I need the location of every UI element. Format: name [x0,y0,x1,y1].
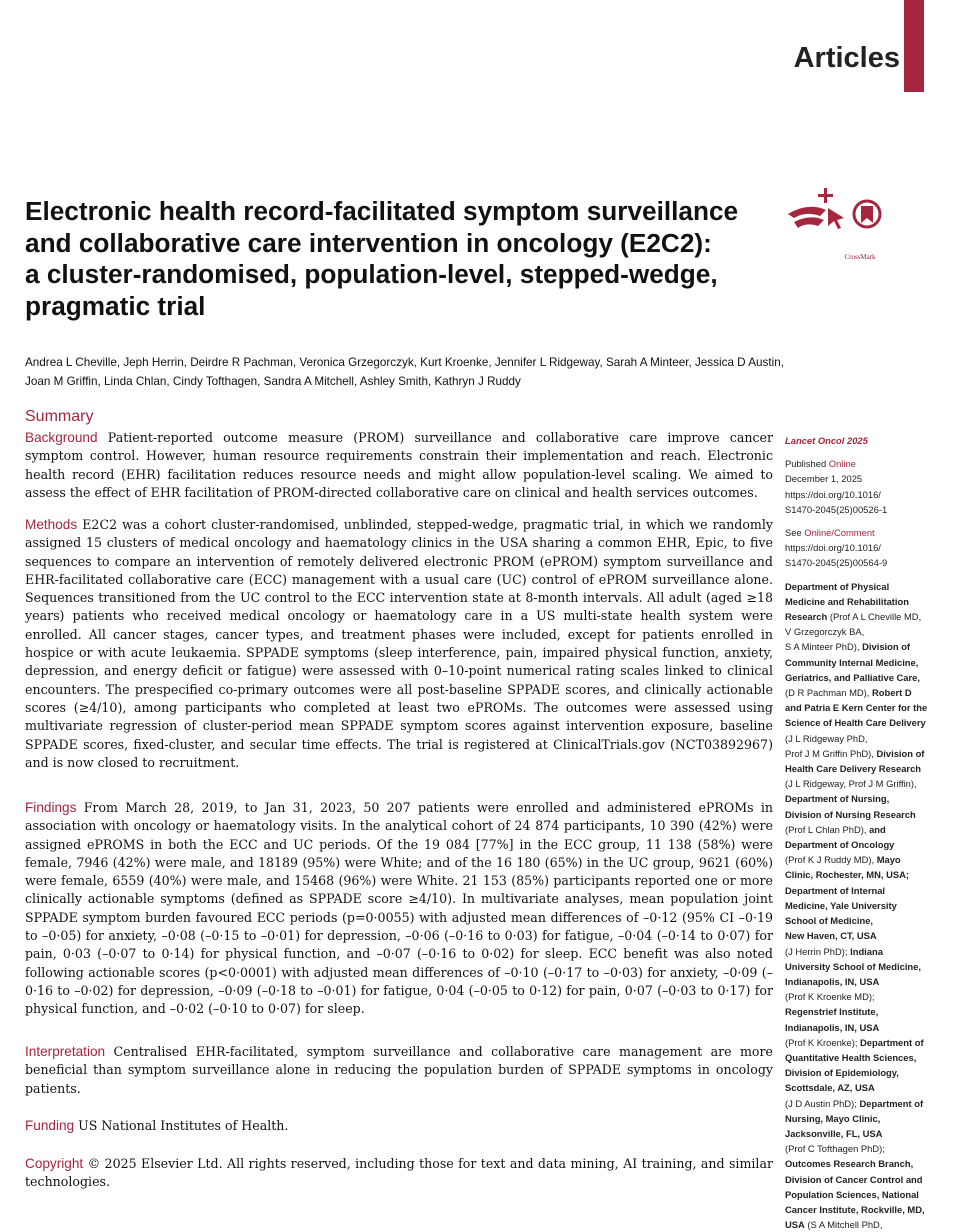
affiliation-line: Community Internal Medicine, [785,656,919,668]
affiliation-line: (Prof L Chlan PhD), and [785,823,886,835]
abstract-findings [25,799,773,1019]
affiliation-line: School of Medicine, [785,915,874,927]
affiliation-line: (Prof K Kroenke); Department of [785,1036,924,1048]
affiliation-line: Indianapolis, IN, USA [785,1021,880,1033]
affiliation-line: Geriatrics, and Palliative Care, [785,671,920,683]
affiliation-line: Nursing, Mayo Clinic, [785,1112,881,1124]
comment-doi-link[interactable]: S1470-2045(25)00564-9 [785,557,888,569]
affiliation-line: Medicine, Yale University [785,899,897,911]
affiliation-line: Indianapolis, IN, USA [785,975,880,987]
published-label: Published [785,458,827,470]
affiliation-line: Medicine and Rehabilitation [785,595,909,607]
title-line: pragmatic trial [25,290,206,321]
section-label: Articles [793,42,900,74]
abstract-copyright [25,1155,773,1192]
affiliation-line: Regenstrief Institute, [785,1006,879,1018]
see-label: See [785,527,802,539]
affiliation-line: (J Herrin PhD); Indiana [785,945,883,957]
publication-date: December 1, 2025 [785,473,863,485]
affiliation-line: Health Care Delivery Research [785,763,922,775]
background-text: Patient-reported outcome measure (PROM) surveillance and collaborative care improve cancer symptom control. However, human resource requirements constrain their implementation and reach. Electronic health record (EHR) facilitation reduces resource needs and might allow population-level scaling. We aimed to assess the effect of EHR facilitation of PROM-directed collaborative care on clinical and health services outcomes. [25,430,773,500]
affiliation-line: (Prof K Kroenke MD); [785,991,875,1003]
findings-label: Findings [25,800,77,815]
affiliation-line: Science of Health Care Delivery [785,717,926,729]
affiliation-line: Division of Nursing Research [785,808,916,820]
article-title [25,196,765,322]
affiliation-line: (D R Pachman MD), Robert D [785,687,912,699]
affiliation-line: (Prof K J Ruddy MD), Mayo [785,854,901,866]
background-label: Background [25,430,98,445]
affiliation-line: S A Minteer PhD), Division of [785,641,911,653]
author-list [25,353,784,391]
affiliation-line: (J D Austin PhD); Department of [785,1097,924,1109]
affiliation-line: Quantitative Health Sciences, [785,1051,917,1063]
interpretation-text: Centralised EHR-facilitated, symptom surveillance and collaborative care management are more beneficial than symptom surveillance alone in reducing the population burden of SPPADE symptoms in oncology patients. [25,1044,773,1096]
abstract-funding [25,1117,773,1135]
methods-label: Methods [25,517,78,532]
affiliation-line: (J L Ridgeway, Prof J M Griffin), [785,778,917,790]
comment-doi-link[interactable]: https://doi.org/10.1016/ [785,542,881,554]
online-link[interactable]: Online [828,458,856,470]
affiliation-line: Prof J M Griffin PhD), Division of [785,747,925,759]
affiliation-line: Division of Cancer Control and [785,1173,923,1185]
summary-heading: Summary [25,408,94,425]
sidebar-metadata [785,433,953,1232]
affiliation-line: Department of Nursing, [785,793,890,805]
doi-link[interactable]: S1470-2045(25)00526-1 [785,503,888,515]
affiliation-line: Division of Epidemiology, [785,1067,899,1079]
doi-link[interactable]: https://doi.org/10.1016/ [785,488,881,500]
section-color-bar [904,0,924,92]
affiliation-line: Department of Oncology [785,839,895,851]
affiliation-line: V Grzegorczyk BA, [785,626,865,638]
affiliation-line: Cancer Institute, Rockville, MD, [785,1203,925,1215]
methods-text: E2C2 was a cohort cluster-randomised, unblinded, stepped-wedge, pragmatic trial, in which we randomly assigned 15 clusters of medical oncology and haematology clinics in the USA sharing a common EHR, Epic, to five sequences to compare an intervention of remotely delivered electronic PROM (ePROM) symptom surveillance and EHR-facilitated collaborative care (ECC) management with a usual care (UC) control of ePROM surveillance alone. Sequences transitioned from the UC control to the ECC intervention state at 8-month intervals. All adult (aged ≥18 years) patients who received medical oncology or haematology care in a US multi-state health system were enrolled. All cancer stages, cancer types, and treatment phases were included, except for patients enrolled in hospice or with acute leukaemia. SPPADE symptoms (sleep interference, pain, impaired physical function, anxiety, depression, and energy deficit or fatigue) were assessed with 0–10-point numerical rating scales linked to clinical encounters. The prespecified co-primary outcomes were all post-baseline SPPADE scores, and clinically actionable scores (≥4/10), among participants who completed at least two ePROMs. The outcomes were assessed using multivariate regression of cluster-period mean SPPADE symptom scores against intervention exposure, baseline SPPADE scores, fixed-cluster, and secular time effects. The trial is registered at ClinicalTrials.gov (NCT03892967) and is now closed to recruitment. [25,517,773,770]
copyright-text: © 2025 Elsevier Ltd. All rights reserved, including those for text and data mining, AI training, and similar technologies. [25,1156,773,1190]
affiliation-line: (J L Ridgeway PhD, [785,732,868,744]
abstract-background [25,429,773,502]
journal-citation: Lancet Oncol 2025 [785,435,868,446]
crossmark-icon[interactable] [786,184,886,254]
published-line [785,456,953,471]
affiliation-line: Scottsdale, AZ, USA [785,1082,875,1094]
see-comment-line [785,525,953,540]
abstract-methods [25,516,773,772]
affiliation-line: Department of Internal [785,884,886,896]
copyright-label: Copyright [25,1156,84,1171]
author-line: Joan M Griffin, Linda Chlan, Cindy Tofthagen, Sandra A Mitchell, Ashley Smith, Kathryn J Ruddy [25,375,521,388]
funding-label: Funding [25,1118,75,1133]
crossmark-label: CrossMark [844,253,876,261]
abstract-interpretation [25,1043,773,1098]
affiliation-line: and Patria E Kern Center for the [785,702,928,714]
affiliation-line: Research (Prof A L Cheville MD, [785,611,922,623]
affiliation-line: Outcomes Research Branch, [785,1158,914,1170]
affiliation-line: Clinic, Rochester, MN, USA; [785,869,909,881]
affiliation-line: Department of Physical [785,580,890,592]
affiliation-line: University School of Medicine, [785,960,921,972]
findings-text: From March 28, 2019, to Jan 31, 2023, 50 207 patients were enrolled and administered ePROMs in association with oncology or haematology visits. In the analytical cohort of 24 874 participants, 10 390 (42%) were assigned ePROMS in both the ECC and UC periods. Of the 19 084 [77%] in the ECC group, 11 138 (58%) were female, 7946 (42%) were male, and 18189 (95%) were White; and of the 16 180 (65%) in the UC group, 9621 (60%) were female, 6559 (40%) were male, and 15468 (96%) were White. 21 153 (85%) participants reported one or more clinically actionable symptoms (defined as SPPADE score ≥4/10). In multivariate analyses, mean population joint SPPADE symptom burden favoured ECC periods (p=0·0055) with adjusted mean differences of –0·12 (95% CI –0·19 to –0·05) for anxiety, –0·08 (–0·15 to –0·01) for depression, –0·06 (–0·16 to 0·03) for fatigue, –0·04 (–0·14 to 0·07) for pain, 0·03 (–0·07 to 0·14) for physical function, and –0·07 (–0·16 to 0·02) for sleep. ECC benefit was also noted following actionable scores (p<0·0001) with adjusted mean differences of –0·10 (–0·17 to –0·03) for anxiety, –0·09 (–0·16 to –0·02) for depression, –0·09 (–0·18 to –0·01) for fatigue, 0·04 (–0·05 to 0·12) for pain, 0·07 (–0·03 to 0·17) for physical function, and –0·02 (–0·10 to 0·07) for sleep. [25,800,773,1017]
affiliations [785,579,953,1232]
funding-text: US National Institutes of Health. [78,1118,289,1133]
affiliation-line: Jacksonville, FL, USA [785,1127,883,1139]
title-line: a cluster-randomised, population-level, stepped-wedge, [25,259,718,289]
affiliation-line: New Haven, CT, USA [785,930,877,942]
interpretation-label: Interpretation [25,1044,106,1059]
affiliation-line: (Prof C Tofthagen PhD); [785,1143,885,1155]
author-line: Andrea L Cheville, Jeph Herrin, Deirdre R Pachman, Veronica Grzegorczyk, Kurt Kroenke, Jennifer L Ridgeway, Sarah A Minteer, Jessica D Austin, [25,356,784,369]
affiliation-line: USA (S A Mitchell PhD, [785,1219,883,1231]
title-line: Electronic health record-facilitated symptom surveillance [25,196,739,226]
comment-link[interactable]: Online/Comment [804,527,875,539]
affiliation-line: Population Sciences, National [785,1188,919,1200]
title-line: and collaborative care intervention in oncology (E2C2): [25,227,712,258]
